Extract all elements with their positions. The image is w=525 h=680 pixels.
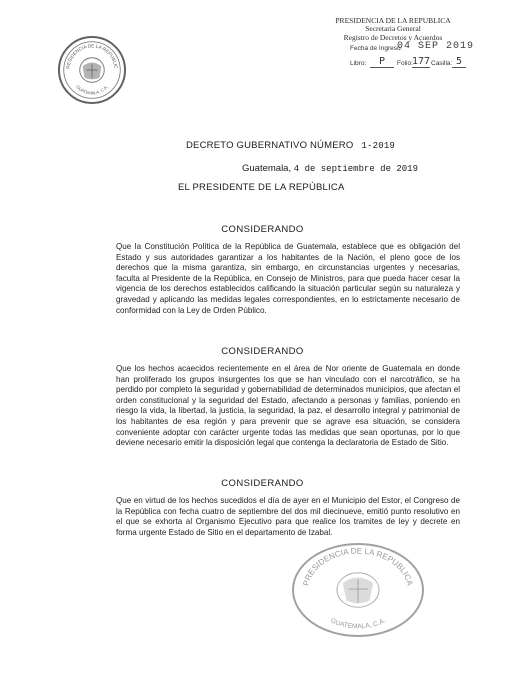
seal-top-text-top: RESIDENCIA DE LA REPUBLIC — [65, 43, 119, 69]
place-text: Guatemala, — [242, 163, 292, 174]
decree-title-text: DECRETO GUBERNATIVO NÚMERO — [186, 140, 354, 151]
stamp-casilla-value: 5 — [452, 56, 466, 68]
stamp-folio-label: Folio: — [397, 60, 413, 67]
place-date — [242, 163, 418, 174]
section-1-heading: CONSIDERANDO — [221, 224, 304, 235]
seal-top-text-bottom: GUATEMALA, C.A. — [75, 84, 109, 96]
stamp-libro-value: P — [370, 56, 394, 68]
date-text: 4 de septiembre de 2019 — [293, 164, 418, 174]
section-2-text: Que los hechos acaecidos recientemente en el área de Nor oriente de Guatemala en donde han proliferado los grupos insurgentes los que se han vinculado con el narcotráfico, se ha perdido por completo la seguridad y gobernabilidad de determinados municipios, que afectan el orden constitucional y la seguridad del Estado, afectando a personas y familias, poniendo en riesgo la vida, la libertad, la justicia, la seguridad, la paz, el desarrollo integral y patrimonial de los habitantes de esa región y para prevenir que se agrave esa situación, se considera conveniente adoptar con carácter urgente todas las medidas que sean oportunas, por lo que deviene necesario emitir la disposición legal que contenga la declaratoria de Estado de Sitio. — [116, 364, 460, 448]
coat-of-arms-icon — [294, 545, 422, 635]
decree-number: 1-2019 — [361, 141, 396, 151]
stamp-secretaria-line: Secretaria General — [365, 24, 421, 34]
stamp-presidency-line: PRESIDENCIA DE LA REPUBLICA — [335, 16, 451, 25]
presidency-seal-bottom — [292, 543, 424, 637]
section-3-heading: CONSIDERANDO — [221, 478, 304, 489]
stamp-libro-label: Libro: — [350, 60, 367, 67]
seal-bottom-text-top: PRESIDENCIA DE LA REPUBLICA — [301, 546, 415, 587]
stamp-casilla-label: Casilla: — [431, 60, 453, 67]
seal-bottom-text-bottom: GUATEMALA, C.A. — [329, 617, 387, 631]
stamp-folio-value: 177 — [412, 56, 431, 67]
stamp-registro-line: Registro de Decretos y Acuerdos — [343, 32, 443, 42]
section-1-text: Que la Constitución Política de la República de Guatemala, establece que es obligación del Estado y sus autoridades garantizar a los habitantes de la Nación, el pleno goce de los derechos que la misma garantiza, sin embargo, en circunstancias urgentes y necesarias, faculta al Presidente de la República, en Consejo de Ministros, para que pueda hacer cesar la vigencia de los derechos establecidos calificando la situación particular según su naturaleza y gravedad y aplicando las medidas legales correspondientes, en lo estrictamente necesario de conformidad con la Ley de Orden Público. — [116, 242, 460, 315]
stamp-date-label: Fecha de Ingreso: — [350, 45, 403, 52]
section-2-heading: CONSIDERANDO — [221, 346, 304, 357]
svg-text:GUATEMALA, C.A. — [329, 617, 387, 630]
authority-heading: EL PRESIDENTE DE LA REPÚBLICA — [178, 182, 345, 193]
section-3-text: Que en virtud de los hechos sucedidos el día de ayer en el Municipio del Estor, el Congreso de la República con fecha cuatro de septiembre del dos mil diecinueve, emitió punto resolutivo en el que se exhorta al Organismo Ejecutivo para que realice los tramites de ley y decrete en forma urgente Estado de Sitio en el departamento de Izabal. — [116, 496, 460, 537]
decree-title — [186, 140, 395, 151]
presidency-seal-top — [58, 36, 126, 104]
registry-stamp — [328, 17, 458, 42]
svg-text:GUATEMALA, C.A. — [75, 84, 109, 95]
coat-of-arms-icon — [60, 38, 124, 102]
stamp-date-value: 04 SEP 2019 — [397, 41, 475, 52]
